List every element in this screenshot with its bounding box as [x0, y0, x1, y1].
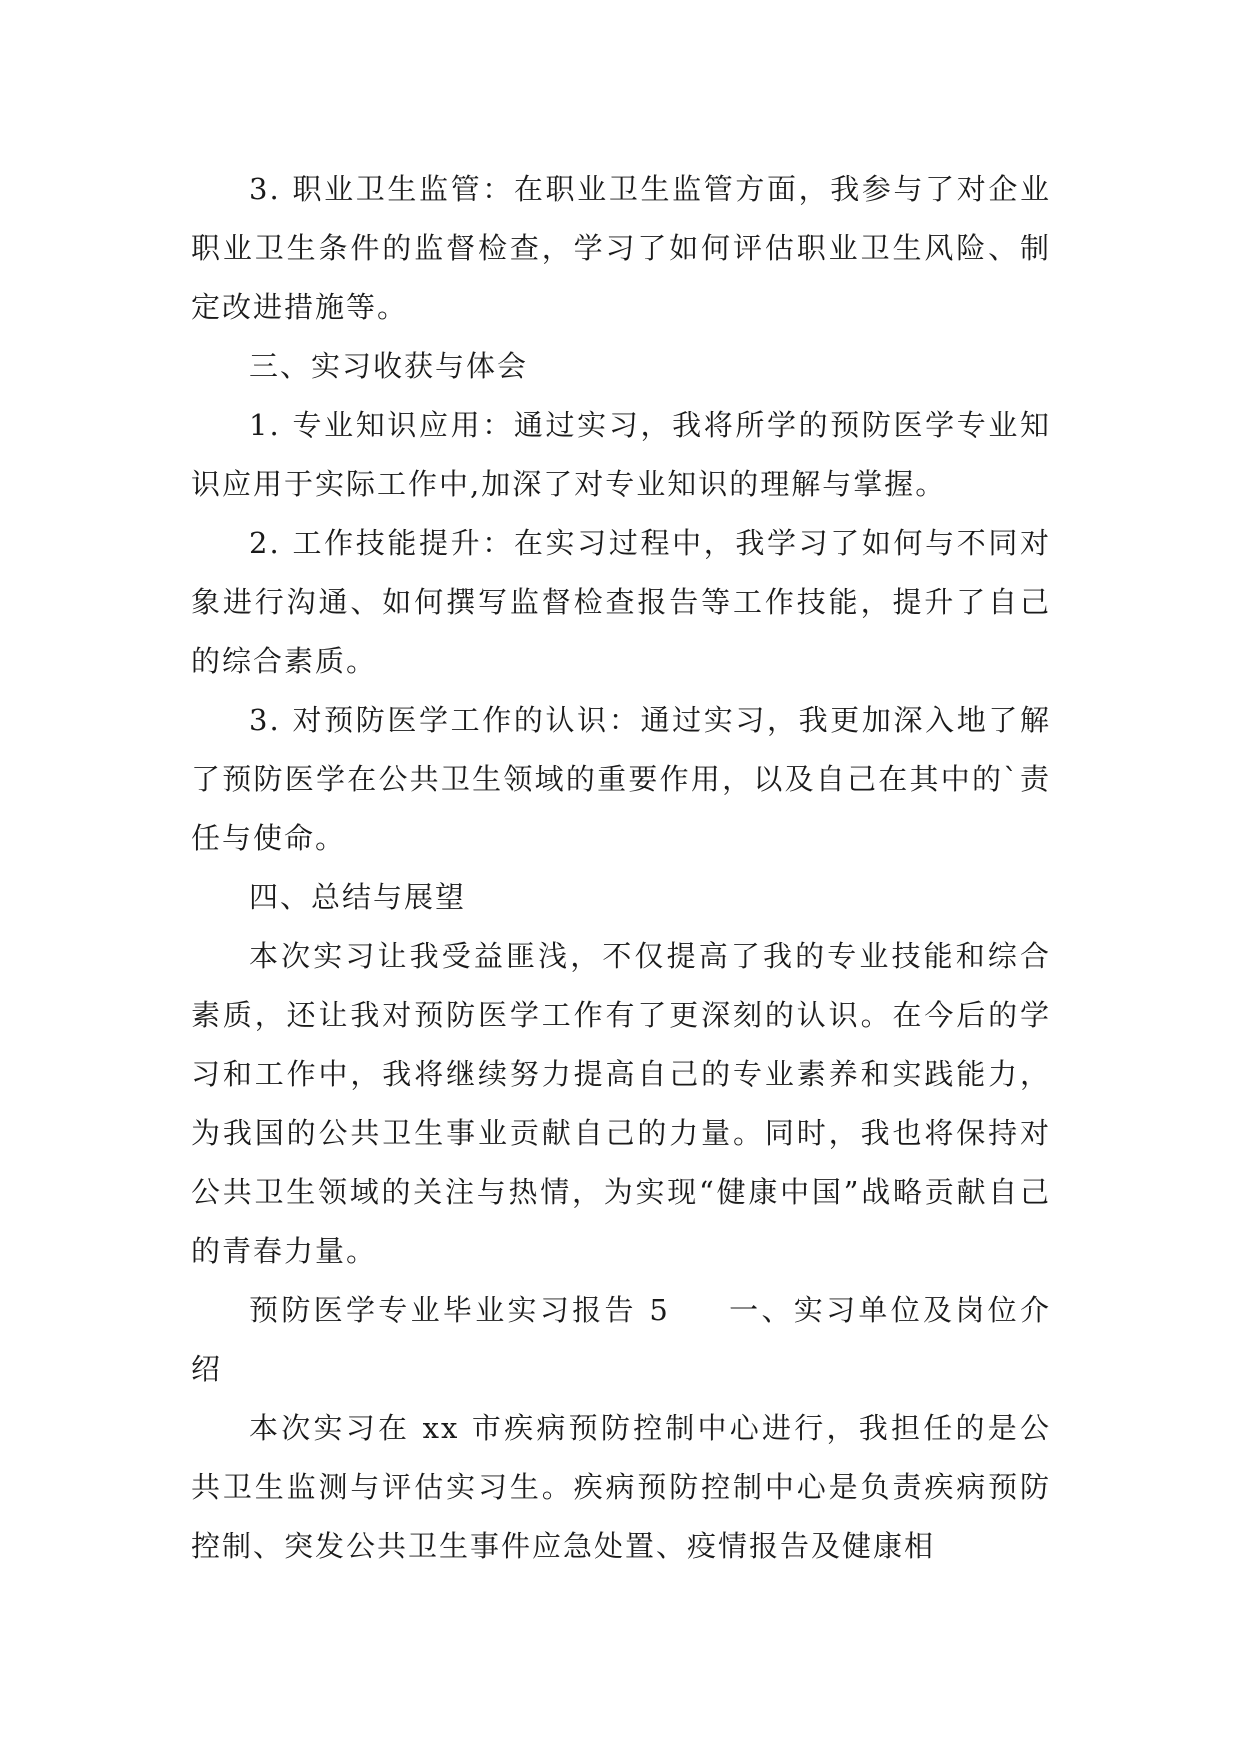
paragraph-internship-unit: 本次实习在 xx 市疾病预防控制中心进行，我担任的是公共卫生监测与评估实习生。疾病预防控制中心是负责疾病预防控制、突发公共卫生事件应急处置、疫情报告及健康相 — [191, 1411, 1051, 1563]
section-one-heading: 一、实习单位及岗位介绍 — [191, 1293, 1051, 1386]
paragraph-occupational-health: 3. 职业卫生监管：在职业卫生监管方面，我参与了对企业职业卫生条件的监督检查，学习了如何评估职业卫生风险、制定改进措施等。 — [191, 172, 1051, 324]
document-body — [191, 160, 1051, 1576]
report-heading-line — [191, 1281, 1051, 1399]
report-title: 预防医学专业毕业实习报告 5 — [249, 1293, 670, 1327]
paragraph-understanding: 3. 对预防医学工作的认识：通过实习，我更加深入地了解了预防医学在公共卫生领域的重要作用，以及自己在其中的`责任与使命。 — [191, 703, 1051, 855]
heading-summary-outlook: 四、总结与展望 — [249, 880, 467, 914]
heading-gains-and-experience: 三、实习收获与体会 — [249, 349, 529, 383]
paragraph-work-skills: 2. 工作技能提升：在实习过程中，我学习了如何与不同对象进行沟通、如何撰写监督检查报告等工作技能，提升了自己的综合素质。 — [191, 526, 1051, 678]
paragraph-professional-knowledge: 1. 专业知识应用：通过实习，我将所学的预防医学专业知识应用于实际工作中,加深了对专业知识的理解与掌握。 — [191, 408, 1051, 501]
paragraph-summary: 本次实习让我受益匪浅，不仅提高了我的专业技能和综合素质，还让我对预防医学工作有了更深刻的认识。在今后的学习和工作中，我将继续努力提高自己的专业素养和实践能力，为我国的公共卫生事业贡献自己的力量。同时，我也将保持对公共卫生领域的关注与热情，为实现“健康中国”战略贡献自己的青春力量。 — [191, 939, 1051, 1268]
